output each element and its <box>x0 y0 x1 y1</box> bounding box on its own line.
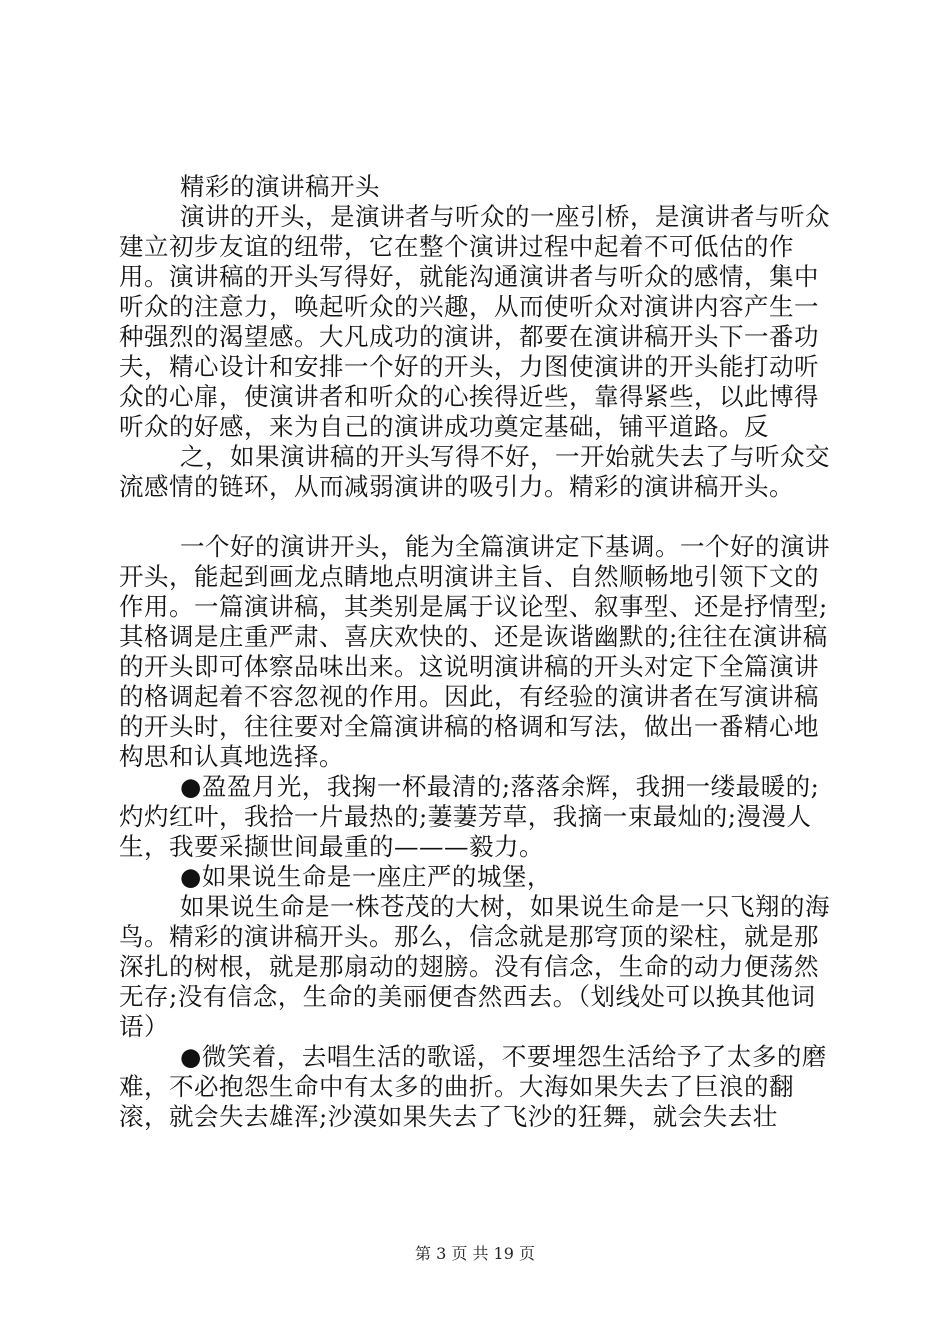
paragraph-2: 之，如果演讲稿的开头写得不好，一开始就失去了与听众交流感情的链环，从而减弱演讲的吸引力。精彩的演讲稿开头。 <box>119 442 830 501</box>
page-number-footer: 第 3 页 共 19 页 <box>415 1244 535 1263</box>
document-title: 精彩的演讲稿开头 <box>180 172 380 201</box>
paragraph-4: ●盈盈月光，我掬一杯最清的;落落余辉，我拥一缕最暖的;灼灼红叶，我拾一片最热的;萋萋芳草，我摘一束最灿的;漫漫人生，我要采撷世间最重的———毅力。 <box>119 772 820 861</box>
document-body <box>119 172 839 1132</box>
paragraph-6: 如果说生命是一株苍茂的大树，如果说生命是一只飞翔的海鸟。精彩的演讲稿开头。那么，信念就是那穹顶的梁柱，就是那深扎的树根，就是那扇动的翅膀。没有信念，生命的动力便荡然无存;没有信念，生命的美丽便杳然西去。（划线处可以换其他词语） <box>119 892 830 1041</box>
paragraph-5: ●如果说生命是一座庄严的城堡， <box>180 862 552 891</box>
paragraph-3: 一个好的演讲开头，能为全篇演讲定下基调。一个好的演讲开头，能起到画龙点睛地点明演讲主旨、自然顺畅地引领下文的作用。一篇演讲稿，其类别是属于议论型、叙事型、还是抒情型;其格调是庄重严肃、喜庆欢快的、还是诙谐幽默的;往往在演讲稿的开头即可体察品味出来。这说明演讲稿的开头对定下全篇演讲的格调起着不容忽视的作用。因此，有经验的演讲者在写演讲稿的开头时，往往要对全篇演讲稿的格调和写法，做出一番精心地构思和认真地选择。 <box>119 532 830 771</box>
paragraph-1: 演讲的开头，是演讲者与听众的一座引桥，是演讲者与听众建立初步友谊的纽带，它在整个演讲过程中起着不可低估的作用。演讲稿的开头写得好，就能沟通演讲者与听众的感情，集中听众的注意力，唤起听众的兴趣，从而使听众对演讲内容产生一种强烈的渴望感。大凡成功的演讲，都要在演讲稿开头下一番功夫，精心设计和安排一个好的开头，力图使演讲的开头能打动听众的心扉，使演讲者和听众的心挨得近些，靠得紧些，以此博得听众的好感，来为自己的演讲成功奠定基础，铺平道路。反 <box>119 202 830 441</box>
paragraph-7: ●微笑着，去唱生活的歌谣，不要埋怨生活给予了太多的磨难，不必抱怨生命中有太多的曲折。大海如果失去了巨浪的翻滚，就会失去雄浑;沙漠如果失去了飞沙的狂舞，就会失去壮 <box>119 1042 827 1131</box>
